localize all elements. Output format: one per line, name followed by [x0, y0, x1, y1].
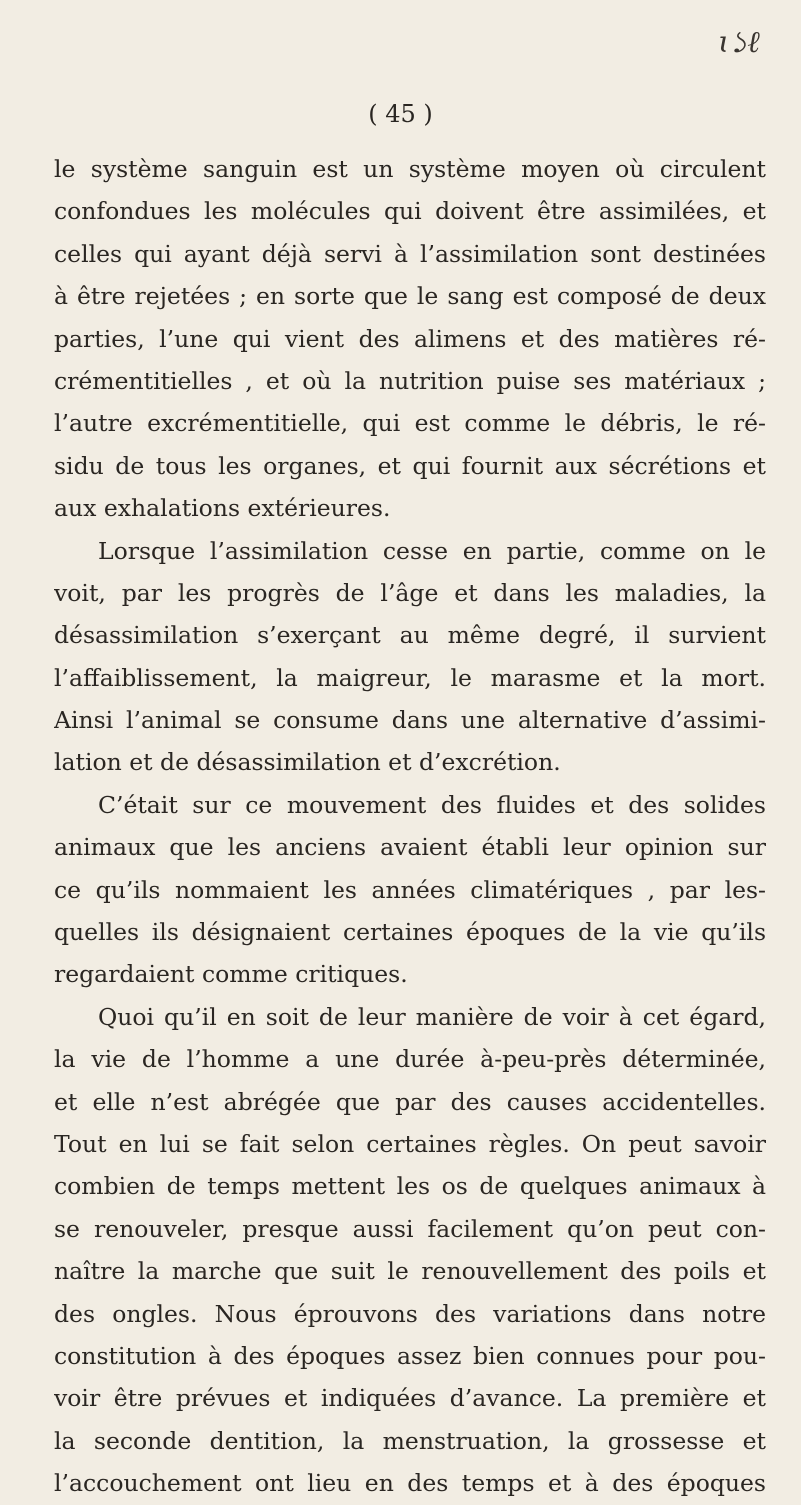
text-line: parties, l’une qui vient des alimens et des matières ré- [54, 324, 766, 353]
text-line: se renouveler, presque aussi facilement qu’on peut con- [54, 1214, 766, 1243]
text-line: Quoi qu’il en soit de leur manière de voir à cet égard, [98, 1002, 766, 1031]
text-line: des ongles. Nous éprouvons des variations dans notre [54, 1299, 766, 1328]
text-line: crémentitielles , et où la nutrition puise ses matériaux ; [54, 366, 766, 395]
text-line: regardaient comme critiques. [54, 960, 408, 989]
text-line: quelles ils désignaient certaines époques de la vie qu’ils [54, 918, 766, 947]
text-line: naître la marche que suit le renouvellement des poils et [54, 1257, 766, 1286]
text-line: Ainsi l’animal se consume dans une alternative d’assimi- [54, 706, 766, 735]
text-line: voit, par les progrès de l’âge et dans les maladies, la [54, 578, 766, 607]
text-line: l’autre excrémentitielle, qui est comme le débris, le ré- [54, 409, 766, 438]
text-line: ce qu’ils nommaient les années climatériques , par les- [54, 875, 766, 904]
text-line: l’accouchement ont lieu en des temps et à des époques [54, 1469, 766, 1498]
text-line: lation et de désassimilation et d’excrétion. [54, 748, 561, 777]
text-line: la vie de l’homme a une durée à-peu-près déterminée, [54, 1045, 766, 1074]
body-text [54, 148, 766, 1505]
text-line: confondues les molécules qui doivent être assimilées, et [54, 197, 766, 226]
text-line: aux exhalations extérieures. [54, 494, 391, 523]
text-line: à être rejetées ; en sorte que le sang est composé de deux [54, 282, 766, 311]
text-line: sidu de tous les organes, et qui fournit aux sécrétions et [54, 451, 766, 480]
text-line: animaux que les anciens avaient établi leur opinion sur [54, 833, 766, 862]
handwritten-mark: ɩ১ℓ [718, 25, 759, 60]
text-line: la seconde dentition, la menstruation, la grossesse et [54, 1426, 766, 1455]
text-line: le système sanguin est un système moyen où circulent [54, 155, 766, 183]
text-line: constitution à des époques assez bien connues pour pou- [54, 1341, 766, 1370]
text-line: et elle n’est abrégée que par des causes accidentelles. [54, 1087, 766, 1116]
text-line: C’était sur ce mouvement des fluides et des solides [98, 790, 766, 819]
text-line: Tout en lui se fait selon certaines règles. On peut savoir [54, 1129, 766, 1158]
text-line: voir être prévues et indiquées d’avance. La première et [54, 1384, 766, 1413]
text-line: désassimilation s’exerçant au même degré, il survient [54, 621, 766, 650]
text-line: l’affaiblissement, la maigreur, le marasme et la mort. [54, 663, 766, 692]
text-line: combien de temps mettent les os de quelques animaux à [54, 1172, 766, 1201]
text-line: Lorsque l’assimilation cesse en partie, comme on le [98, 536, 766, 565]
page-number: ( 45 ) [368, 100, 433, 128]
text-line: celles qui ayant déjà servi à l’assimilation sont destinées [54, 239, 766, 268]
